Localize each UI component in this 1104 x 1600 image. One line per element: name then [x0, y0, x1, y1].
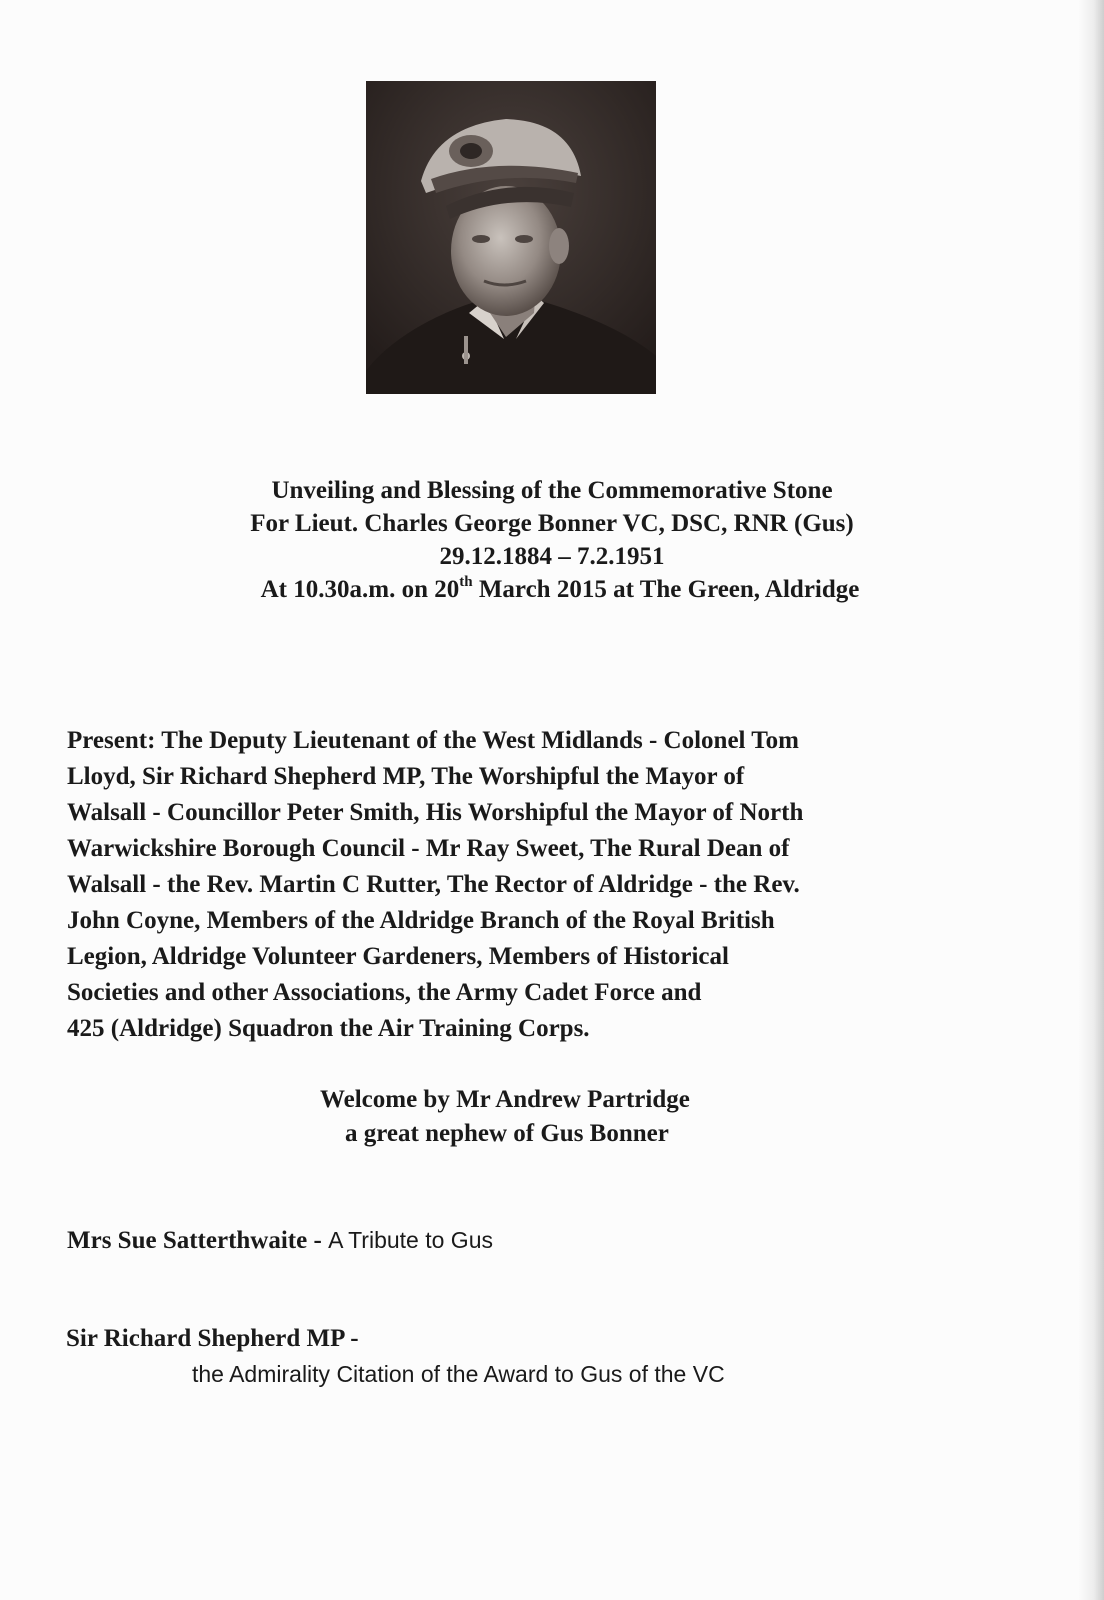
- programme-item-citation: [66, 1325, 725, 1388]
- attendees-line: John Coyne, Members of the Aldridge Branch of the Royal British: [67, 907, 775, 934]
- event-time-prefix: At 10.30a.m. on 20: [260, 576, 460, 603]
- attendees-paragraph: [67, 723, 1027, 1047]
- title-line-2: For Lieut. Charles George Bonner VC, DSC, RNR (Gus): [250, 510, 854, 537]
- tribute-speaker: Mrs Sue Satterthwaite -: [67, 1227, 322, 1254]
- event-title-block: [0, 474, 1104, 606]
- portrait-photo: [366, 81, 656, 394]
- programme-item-tribute: [67, 1227, 493, 1255]
- attendees-line: Present: The Deputy Lieutenant of the West Midlands - Colonel Tom: [67, 727, 799, 754]
- page-edge-shadow: [1078, 0, 1104, 1600]
- attendees-line: Lloyd, Sir Richard Shepherd MP, The Worshipful the Mayor of: [67, 763, 745, 790]
- title-line-1: Unveiling and Blessing of the Commemorative Stone: [271, 477, 833, 504]
- attendees-line: Walsall - Councillor Peter Smith, His Worshipful the Mayor of North: [67, 799, 804, 826]
- event-place-suffix: March 2015 at The Green, Aldridge: [472, 576, 860, 603]
- event-date-location: [16, 573, 1104, 606]
- title-dates: 29.12.1884 – 7.2.1951: [439, 543, 665, 570]
- attendees-line: Warwickshire Borough Council - Mr Ray Sweet, The Rural Dean of: [67, 835, 790, 862]
- attendees-line: Walsall - the Rev. Martin C Rutter, The Rector of Aldridge - the Rev.: [67, 871, 800, 898]
- tribute-topic: A Tribute to Gus: [328, 1227, 493, 1253]
- event-date-ordinal: th: [459, 573, 473, 590]
- attendees-line: Societies and other Associations, the Army Cadet Force and: [67, 979, 702, 1006]
- welcome-line-2: a great nephew of Gus Bonner: [345, 1120, 669, 1147]
- attendees-line: 425 (Aldridge) Squadron the Air Training Corps.: [67, 1015, 590, 1042]
- portrait-image: [366, 81, 656, 394]
- citation-topic: the Admirality Citation of the Award to Gus of the VC: [192, 1361, 725, 1387]
- attendees-line: Legion, Aldridge Volunteer Gardeners, Members of Historical: [67, 943, 729, 970]
- citation-speaker: Sir Richard Shepherd MP -: [66, 1325, 359, 1352]
- welcome-line-1: Welcome by Mr Andrew Partridge: [320, 1086, 690, 1113]
